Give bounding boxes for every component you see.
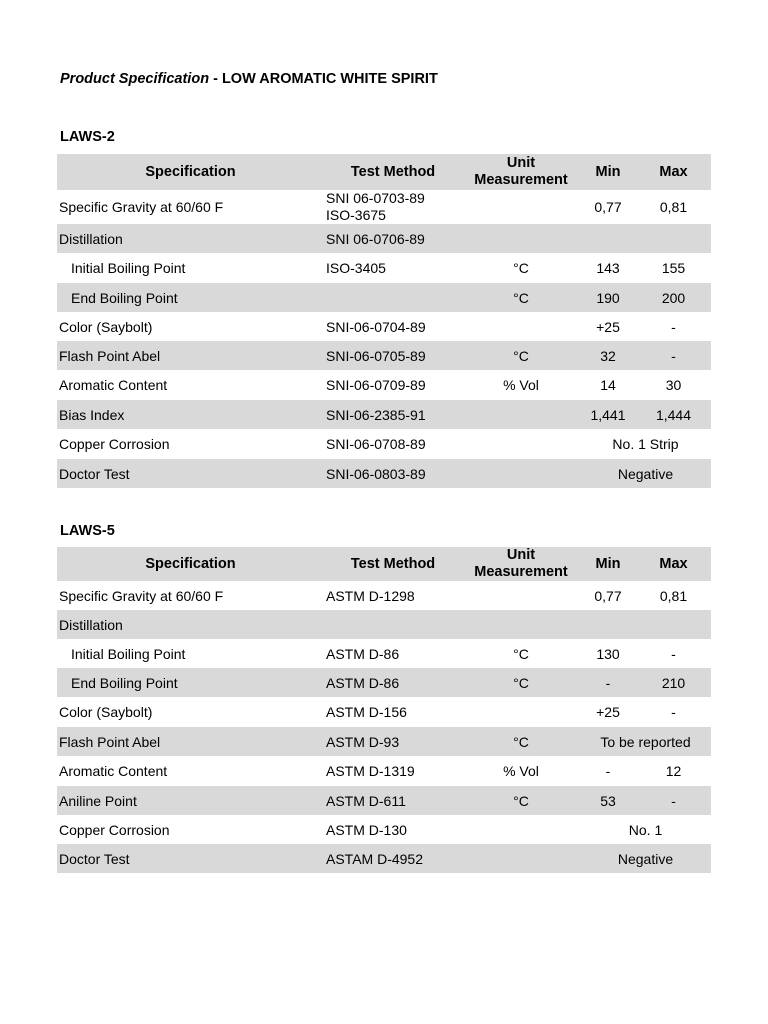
- cell-spec: Doctor Test: [57, 459, 324, 488]
- cell-min: [580, 224, 636, 253]
- cell-min: 0,77: [594, 199, 622, 215]
- cell-min: 143: [596, 260, 620, 276]
- cell-spec: Distillation: [57, 610, 324, 639]
- cell-unit: [462, 844, 580, 873]
- table-row: [57, 312, 711, 341]
- method-line2: ISO-3675: [326, 207, 386, 223]
- cell-unit: [462, 459, 580, 488]
- cell-min: 53: [580, 786, 636, 815]
- table-row: [57, 786, 711, 815]
- cell-spec: End Boiling Point: [57, 283, 324, 312]
- title-italic: Product Specification: [60, 71, 210, 87]
- cell-spec: Color (Saybolt): [59, 318, 153, 335]
- cell-max: 0,81: [659, 199, 688, 215]
- cell-spec: Doctor Test: [57, 844, 324, 873]
- cell-spec: Initial Boiling Point: [71, 645, 186, 662]
- cell-min: 14: [600, 377, 616, 393]
- table-header-row: [57, 547, 711, 581]
- cell-method: SNI-06-0704-89: [326, 318, 426, 335]
- cell-method: [324, 610, 462, 639]
- cell-min: 1,441: [580, 400, 636, 429]
- cell-min: -: [605, 763, 611, 779]
- cell-method: ASTM D-611: [324, 786, 462, 815]
- table-row: [57, 341, 711, 370]
- cell-unit: °C: [462, 668, 580, 697]
- cell-unit: °C: [513, 645, 529, 662]
- cell-min: 0,77: [594, 587, 622, 604]
- cell-spec: Color (Saybolt): [59, 704, 153, 720]
- cell-spec: End Boiling Point: [57, 668, 324, 697]
- cell-method: ASTAM D-4952: [324, 844, 462, 873]
- page-title: [60, 71, 438, 87]
- col-header-min: Min: [580, 154, 636, 190]
- cell-unit: °C: [462, 727, 580, 756]
- table-row: [57, 429, 711, 459]
- cell-method: SNI-06-0709-89: [326, 377, 426, 393]
- table-row: [57, 668, 711, 697]
- cell-unit: °C: [513, 260, 529, 276]
- cell-max: 1,444: [636, 400, 711, 429]
- laws2-section-label: LAWS-2: [60, 129, 115, 145]
- table-row: [57, 610, 711, 639]
- table-row: [57, 190, 711, 224]
- cell-unit: [462, 610, 580, 639]
- cell-max: -: [636, 786, 711, 815]
- table-row: [57, 224, 711, 253]
- unit-header-line1: Unit: [506, 155, 536, 171]
- cell-value: No. 1: [628, 821, 663, 838]
- cell-value: Negative: [580, 844, 711, 873]
- cell-unit: [462, 581, 580, 610]
- cell-spec: Copper Corrosion: [59, 436, 170, 452]
- cell-max: 155: [661, 260, 686, 276]
- title-product: - LOW AROMATIC WHITE SPIRIT: [209, 71, 438, 87]
- cell-max: 12: [665, 763, 682, 779]
- col-header-spec: Specification: [57, 154, 324, 190]
- cell-unit: [462, 429, 580, 459]
- unit-header-line2: Measurement: [474, 564, 568, 580]
- col-header-unit: [462, 547, 580, 581]
- method-line1: SNI 06-0703-89: [326, 190, 425, 206]
- cell-spec: Flash Point Abel: [57, 727, 324, 756]
- cell-method: ASTM D-1319: [326, 763, 415, 779]
- col-header-unit: [462, 154, 580, 190]
- cell-min: 190: [580, 283, 636, 312]
- table-row: [57, 727, 711, 756]
- cell-min: 130: [596, 645, 620, 662]
- laws5-section-label: LAWS-5: [60, 523, 115, 539]
- cell-unit: [462, 400, 580, 429]
- cell-method: SNI-06-2385-91: [324, 400, 462, 429]
- cell-max: [636, 610, 711, 639]
- col-header-min: Min: [580, 547, 636, 581]
- table-row: [57, 844, 711, 873]
- cell-method: SNI-06-0708-89: [326, 436, 426, 452]
- unit-header-line1: Unit: [506, 547, 536, 563]
- cell-unit: % Vol: [503, 763, 539, 779]
- cell-max: 210: [636, 668, 711, 697]
- table-row: [57, 400, 711, 429]
- cell-method: SNI-06-0705-89: [324, 341, 462, 370]
- cell-method: ASTM D-86: [324, 668, 462, 697]
- table-row: [57, 459, 711, 488]
- cell-unit: % Vol: [503, 377, 539, 393]
- cell-method: ISO-3405: [326, 260, 386, 276]
- table-row: [57, 697, 711, 727]
- cell-min: 32: [580, 341, 636, 370]
- cell-method: ASTM D-93: [324, 727, 462, 756]
- cell-max: 200: [636, 283, 711, 312]
- table-row: [57, 639, 711, 668]
- cell-max: 0,81: [659, 587, 688, 604]
- cell-unit: [462, 312, 580, 341]
- table-row: [57, 815, 711, 844]
- cell-max: -: [671, 704, 676, 720]
- cell-value: Negative: [580, 459, 711, 488]
- cell-min: -: [580, 668, 636, 697]
- col-header-method: Test Method: [324, 547, 462, 581]
- cell-method: ASTM D-1298: [326, 587, 415, 604]
- cell-max: -: [671, 645, 676, 662]
- cell-max: -: [671, 318, 676, 335]
- cell-value: To be reported: [580, 727, 711, 756]
- cell-unit: °C: [462, 786, 580, 815]
- cell-spec: Bias Index: [57, 400, 324, 429]
- col-header-spec: Specification: [57, 547, 324, 581]
- cell-max: -: [636, 341, 711, 370]
- table-row: [57, 253, 711, 283]
- cell-value: No. 1 Strip: [612, 436, 679, 452]
- laws2-spec-table: [57, 154, 711, 488]
- cell-unit: °C: [462, 341, 580, 370]
- cell-max: 30: [665, 377, 682, 393]
- cell-spec: Aromatic Content: [59, 377, 168, 393]
- cell-min: [580, 610, 636, 639]
- cell-unit: [462, 815, 580, 844]
- cell-spec: Aromatic Content: [59, 763, 168, 779]
- table-row: [57, 370, 711, 400]
- col-header-max: Max: [636, 547, 711, 581]
- cell-method: ASTM D-130: [326, 821, 407, 838]
- cell-spec: Flash Point Abel: [57, 341, 324, 370]
- cell-method: SNI-06-0803-89: [324, 459, 462, 488]
- cell-method: SNI 06-0706-89: [324, 224, 462, 253]
- cell-unit: [462, 190, 580, 224]
- cell-unit: °C: [462, 283, 580, 312]
- table-row: [57, 756, 711, 786]
- cell-min: +25: [596, 704, 620, 720]
- cell-max: [636, 224, 711, 253]
- cell-method: ASTM D-86: [326, 645, 400, 662]
- cell-spec: Aniline Point: [57, 786, 324, 815]
- cell-method: ASTM D-156: [326, 704, 407, 720]
- cell-method: [324, 283, 462, 312]
- table-row: [57, 581, 711, 610]
- cell-unit: [462, 224, 580, 253]
- cell-method: [324, 190, 462, 224]
- table-row: [57, 283, 711, 312]
- cell-spec: Initial Boiling Point: [71, 260, 186, 276]
- cell-spec: Specific Gravity at 60/60 F: [59, 199, 224, 215]
- cell-min: +25: [596, 318, 620, 335]
- col-header-max: Max: [636, 154, 711, 190]
- col-header-method: Test Method: [324, 154, 462, 190]
- table-header-row: [57, 154, 711, 190]
- cell-spec: Specific Gravity at 60/60 F: [59, 587, 224, 604]
- cell-spec: Copper Corrosion: [59, 821, 170, 838]
- laws5-spec-table: [57, 547, 711, 873]
- unit-header-line2: Measurement: [474, 172, 568, 188]
- cell-unit: [462, 697, 580, 727]
- cell-spec: Distillation: [57, 224, 324, 253]
